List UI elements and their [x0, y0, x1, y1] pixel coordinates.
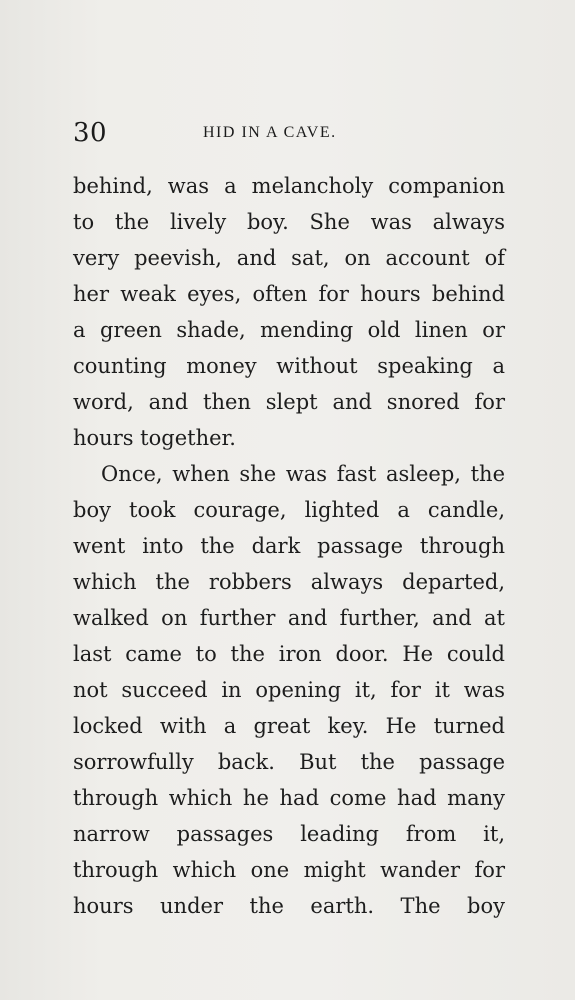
text-line: boy took courage, lighted a candle,	[73, 498, 505, 522]
text-line: her weak eyes, often for hours behind	[73, 282, 505, 306]
page-header	[73, 113, 505, 153]
text-line: went into the dark passage through	[73, 534, 505, 558]
text-line: last came to the iron door. He could	[73, 642, 505, 666]
text-line: walked on further and further, and at	[73, 606, 505, 630]
text-line: behind, was a melancholy companion	[73, 174, 505, 198]
paragraph-start-line: Once, when she was fast asleep, the	[101, 462, 505, 486]
text-line: hours under the earth. The boy	[73, 894, 505, 918]
text-line: locked with a great key. He turned	[73, 714, 505, 738]
page-number: 30	[73, 118, 108, 148]
text-line: through which one might wander for	[73, 858, 505, 882]
text-line: hours together.	[73, 426, 236, 450]
running-title: HID IN A CAVE.	[203, 124, 337, 141]
text-line: very peevish, and sat, on account of	[73, 246, 505, 270]
text-line: through which he had come had many	[73, 786, 505, 810]
body-text	[73, 168, 505, 924]
text-line: to the lively boy. She was always	[73, 210, 505, 234]
text-line: which the robbers always departed,	[73, 570, 505, 594]
text-line: sorrowfully back. But the passage	[73, 750, 505, 774]
text-line: counting money without speaking a	[73, 354, 505, 378]
text-line: not succeed in opening it, for it was	[73, 678, 505, 702]
text-line: word, and then slept and snored for	[73, 390, 505, 414]
text-line: a green shade, mending old linen or	[73, 318, 505, 342]
text-line: narrow passages leading from it,	[73, 822, 505, 846]
